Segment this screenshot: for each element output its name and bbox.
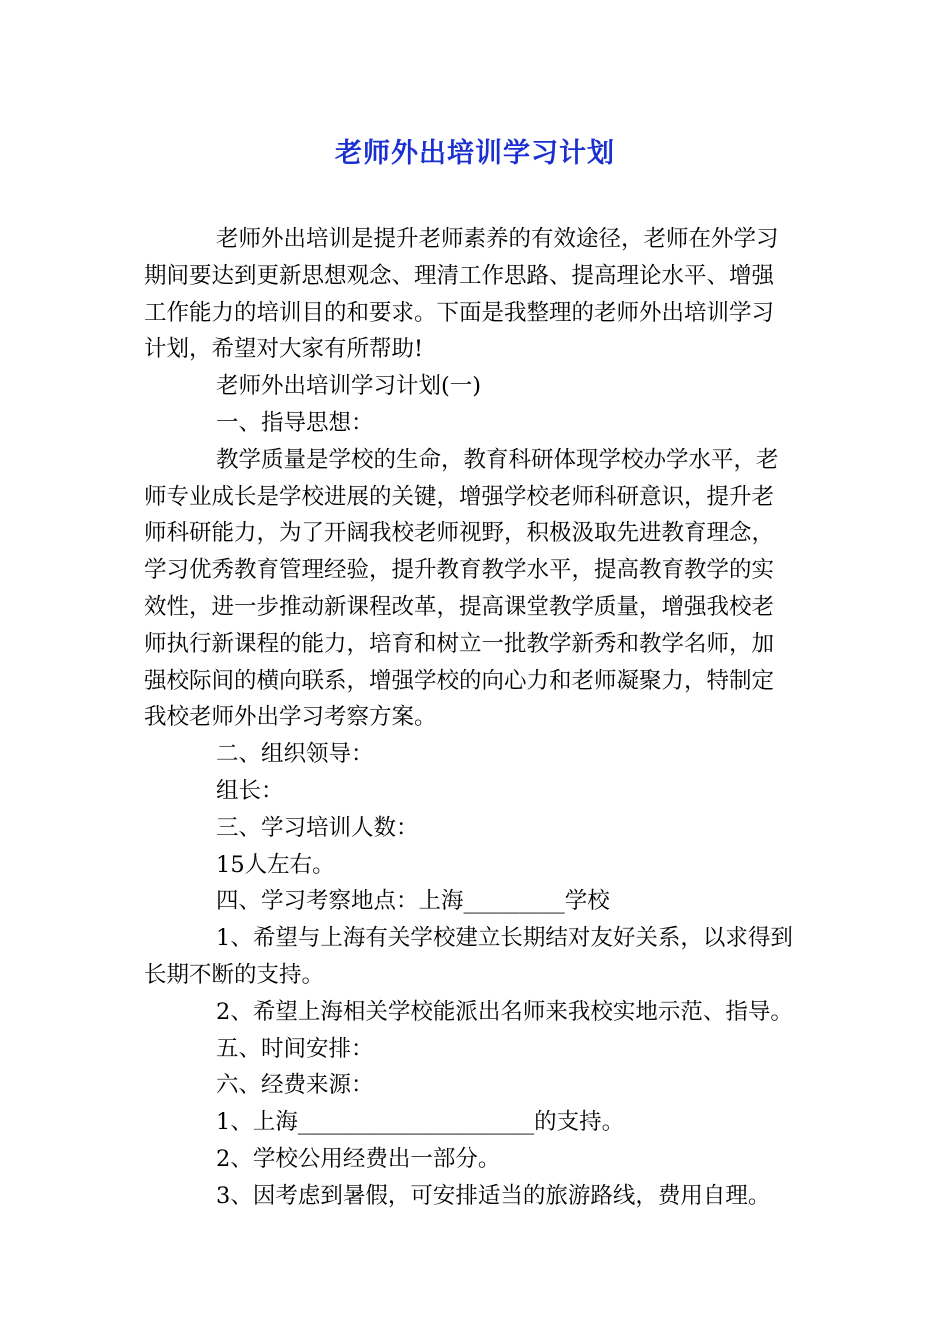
- section-heading-organization: 二、组织领导：: [216, 741, 374, 768]
- section-heading-guiding-ideology: 一、指导思想：: [216, 409, 374, 436]
- funding-item-2: 2、学校公用经费出一部分。: [216, 1145, 501, 1172]
- document-title: 老师外出培训学习计划: [335, 138, 615, 169]
- funding-item-3: 3、因考虑到暑假，可安排适当的旅游路线，费用自理。: [216, 1182, 771, 1209]
- document-body: [144, 221, 824, 1215]
- section-heading-participants: 三、学习培训人数：: [216, 814, 419, 841]
- section-heading-schedule: 五、时间安排：: [216, 1035, 374, 1062]
- section-heading-funding: 六、经费来源：: [216, 1072, 374, 1099]
- team-leader-line: 组长：: [216, 777, 284, 804]
- section-heading-location: 四、学习考察地点：上海_________学校: [216, 888, 610, 915]
- location-item-1: 1、希望与上海有关学校建立长期结对友好关系，以求得到长期不断的支持。: [144, 925, 793, 988]
- location-item-2: 2、希望上海相关学校能派出名师来我校实地示范、指导。: [216, 998, 793, 1025]
- participants-count: 15人左右。: [216, 851, 335, 878]
- plan-heading: 老师外出培训学习计划(一): [216, 373, 482, 400]
- guiding-ideology-paragraph: 教学质量是学校的生命，教育科研体现学校办学水平，老师专业成长是学校进展的关键，增强学校老师科研意识，提升老师科研能力，为了开阔我校老师视野，积极汲取先进教育理念，学习优秀教育管理经验，提升教育教学水平，提高教育教学的实效性，进一步推动新课程改革，提高课堂教学质量，增强我校老师执行新课程的能力，培育和树立一批教学新秀和教学名师，加强校际间的横向联系，增强学校的向心力和老师凝聚力，特制定我校老师外出学习考察方案。: [144, 446, 779, 731]
- intro-paragraph: 老师外出培训是提升老师素养的有效途径，老师在外学习期间要达到更新思想观念、理清工作思路、提高理论水平、增强工作能力的培训目的和要求。下面是我整理的老师外出培训学习计划，希望对大家有所帮助!: [144, 226, 779, 363]
- funding-item-1: 1、上海_____________________的支持。: [216, 1109, 625, 1136]
